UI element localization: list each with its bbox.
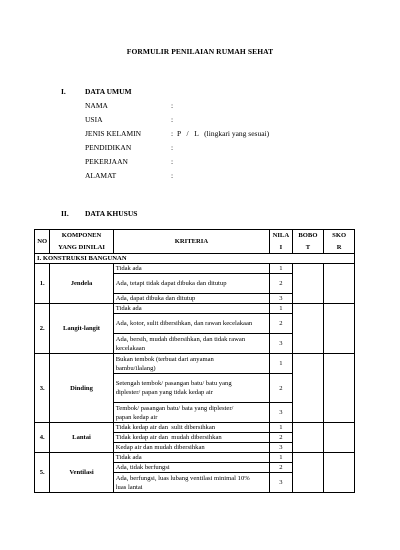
form-title: FORMULIR PENILAIAN RUMAH SEHAT	[126, 47, 274, 56]
header-skor: SKO R	[324, 230, 355, 254]
criteria-value: 3	[270, 473, 292, 493]
criteria-value: 1	[270, 264, 292, 274]
criteria-value: 1	[270, 304, 292, 314]
bobot-cell[interactable]	[292, 304, 324, 354]
component-number: 4.	[35, 423, 50, 453]
criteria-value: 2	[270, 463, 292, 473]
table-row	[35, 453, 355, 463]
criteria-value: 1	[270, 453, 292, 463]
section-number: I.	[61, 87, 66, 96]
section-title: DATA UMUM	[85, 87, 132, 96]
assessment-table	[34, 229, 355, 493]
criteria-value: 1	[270, 354, 292, 374]
criteria-text: Ada, berfungsi, luas lubang ventilasi minimal 10% luas lantai	[113, 473, 269, 493]
section-title: DATA KHUSUS	[85, 209, 138, 218]
component-number: 1.	[35, 264, 50, 304]
criteria-text: Tidak ada	[113, 453, 269, 463]
component-name: Jendela	[50, 264, 113, 304]
criteria-text: Ada, tetapi tidak dapat dibuka dan ditutup	[113, 274, 269, 294]
criteria-text: Ada, tidak berfungsi	[113, 463, 269, 473]
component-name: Ventilasi	[50, 453, 113, 493]
criteria-value: 3	[270, 403, 292, 423]
skor-cell[interactable]	[324, 264, 355, 304]
component-name: Lantai	[50, 423, 113, 453]
table-row	[35, 354, 355, 374]
component-number: 3.	[35, 354, 50, 423]
component-name: Dinding	[50, 354, 113, 423]
criteria-value: 3	[270, 443, 292, 453]
group-row	[35, 254, 355, 264]
criteria-text: Tidak kedap air dan mudah dibersihkan	[113, 433, 269, 443]
bobot-cell[interactable]	[292, 423, 324, 453]
criteria-text: Tidak kedap air dan sulit dibersihkan	[113, 423, 269, 433]
skor-cell[interactable]	[324, 354, 355, 423]
bobot-cell[interactable]	[292, 354, 324, 423]
component-name: Langit-langit	[50, 304, 113, 354]
criteria-text: Bukan tembok (terbuat dari anyaman bambu/ilalang)	[113, 354, 269, 374]
criteria-text: Ada, kotor, sulit dibersihkan, dan rawan kecelakaan	[113, 314, 269, 334]
skor-cell[interactable]	[324, 423, 355, 453]
criteria-value: 3	[270, 294, 292, 304]
criteria-text: Tembok/ pasangan batu/ bata yang diplester/ papan kedap air	[113, 403, 269, 423]
skor-cell[interactable]	[324, 453, 355, 493]
bobot-cell[interactable]	[292, 264, 324, 304]
header-no: NO	[35, 230, 50, 254]
criteria-value: 2	[270, 274, 292, 294]
header-bobot: BOBO T	[292, 230, 324, 254]
component-number: 2.	[35, 304, 50, 354]
bobot-cell[interactable]	[292, 453, 324, 493]
criteria-text: Setengah tembok/ pasangan batu/ batu yang diplester/ papan yang tidak kedap air	[113, 374, 269, 403]
skor-cell[interactable]	[324, 304, 355, 354]
header-kriteria: KRITERIA	[113, 230, 269, 254]
table-row	[35, 423, 355, 433]
criteria-value: 2	[270, 374, 292, 403]
component-number: 5.	[35, 453, 50, 493]
group-title: I. KONSTRUKSI BANGUNAN	[35, 254, 355, 264]
criteria-text: Tidak ada	[113, 304, 269, 314]
criteria-text: Tidak ada	[113, 264, 269, 274]
header-komponen: KOMPONEN YANG DINILAI	[50, 230, 113, 254]
criteria-value: 2	[270, 314, 292, 334]
criteria-value: 3	[270, 334, 292, 354]
criteria-text: Ada, dapat dibuka dan ditutup	[113, 294, 269, 304]
table-row	[35, 304, 355, 314]
criteria-text: Ada, bersih, mudah dibersihkan, dan tidak rawan kecelakaan	[113, 334, 269, 354]
criteria-text: Kedap air dan mudah dibersihkan	[113, 443, 269, 453]
header-nilai: NILA I	[270, 230, 292, 254]
section-number: II.	[61, 209, 69, 218]
table-row	[35, 264, 355, 274]
criteria-value: 1	[270, 423, 292, 433]
criteria-value: 2	[270, 433, 292, 443]
table-header-row	[35, 230, 355, 254]
